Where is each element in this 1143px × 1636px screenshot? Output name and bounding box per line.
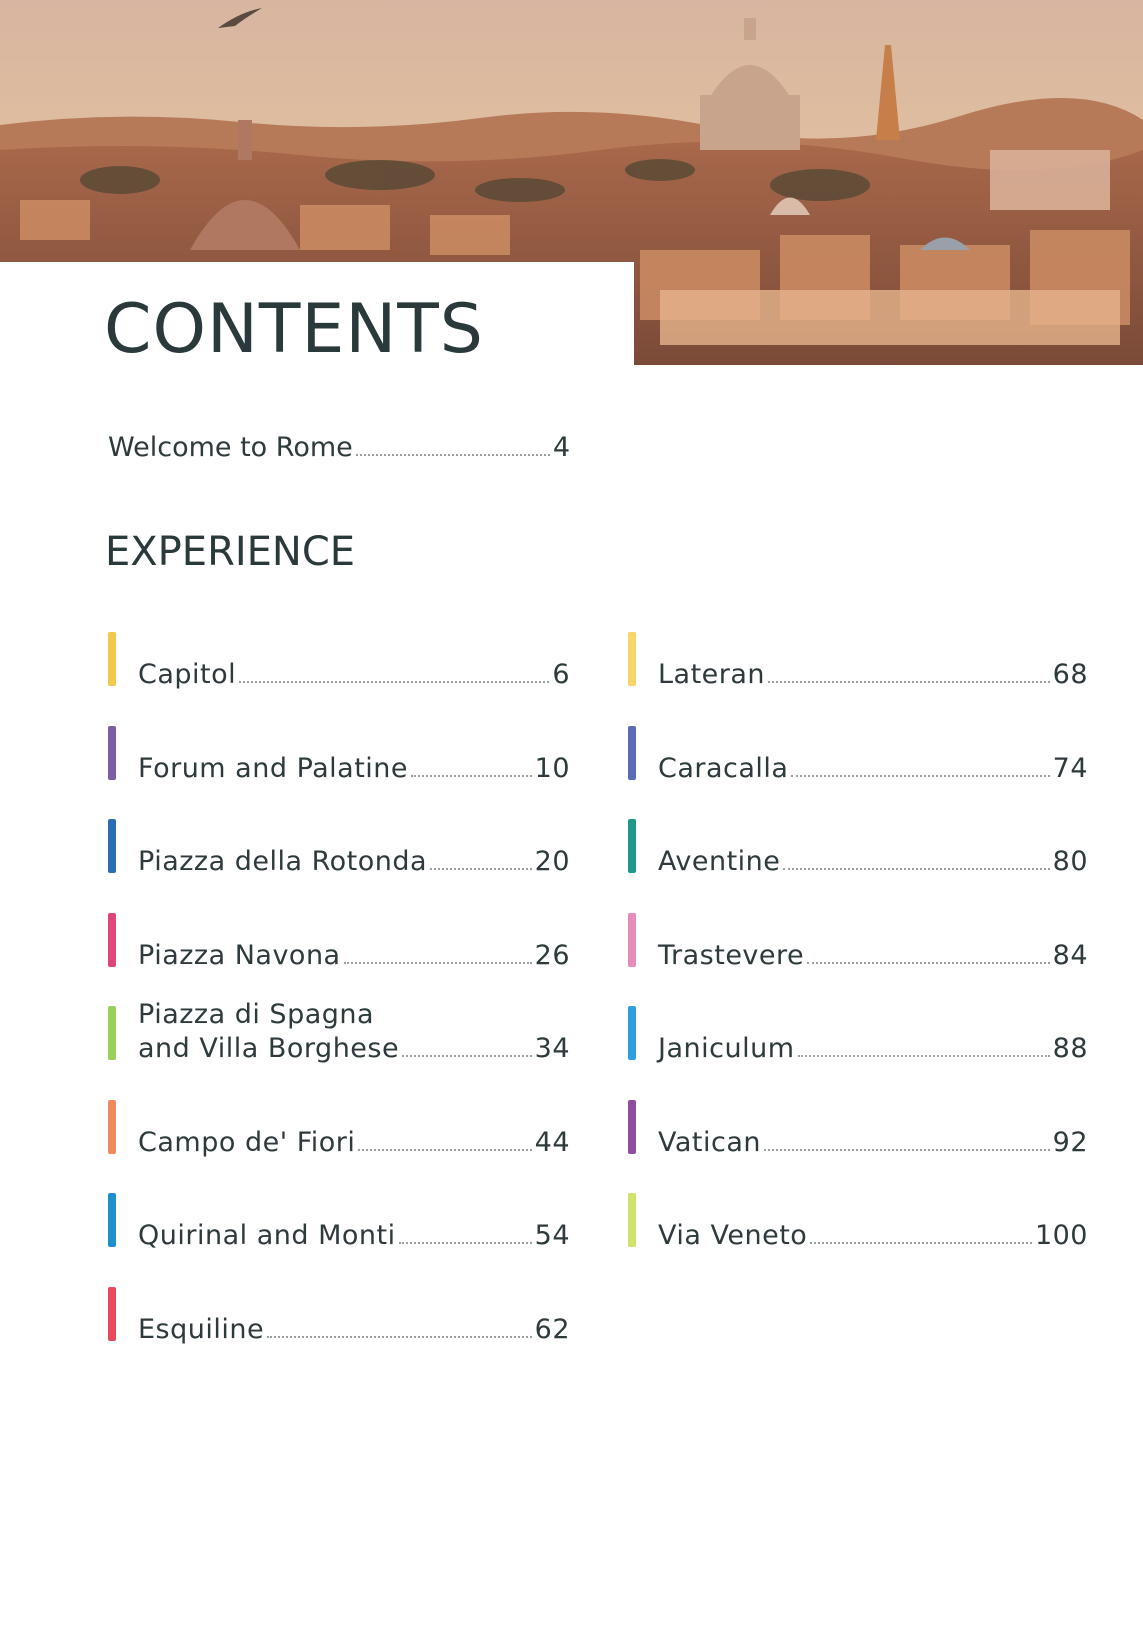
section-color-bar — [628, 1193, 636, 1247]
section-color-bar — [108, 819, 116, 873]
toc-entry[interactable] — [108, 632, 570, 692]
toc-page-number: 4 — [552, 432, 570, 463]
dot-leader — [399, 1242, 532, 1244]
toc-page-number: 88 — [1052, 1033, 1088, 1064]
toc-entry[interactable] — [628, 632, 1088, 692]
toc-entry-label — [658, 939, 804, 973]
toc-entry-text — [138, 845, 570, 879]
section-color-bar — [628, 819, 636, 873]
toc-entry-welcome[interactable] — [108, 432, 570, 465]
toc-entry[interactable] — [628, 1006, 1088, 1066]
toc-entry-label: Welcome to Rome — [108, 432, 353, 463]
toc-entry-label — [658, 845, 780, 879]
toc-entry-text — [658, 939, 1088, 973]
dot-leader — [791, 775, 1049, 777]
toc-page-number: 54 — [534, 1220, 570, 1251]
toc-page-number: 74 — [1052, 752, 1088, 784]
toc-entry-text — [658, 1219, 1088, 1253]
toc-entry[interactable] — [108, 1100, 570, 1160]
section-color-bar — [628, 632, 636, 686]
toc-entry-text — [658, 1126, 1088, 1160]
toc-entry-text — [658, 752, 1088, 786]
toc-entry-text — [138, 752, 570, 786]
dot-leader — [402, 1055, 532, 1057]
section-color-bar — [108, 1100, 116, 1154]
toc-entry-label — [138, 939, 341, 973]
section-color-bar — [628, 1006, 636, 1060]
toc-entry-text — [658, 1032, 1088, 1066]
toc-page-number: 20 — [534, 846, 570, 877]
toc-entry-label-line: Quirinal and Monti — [138, 1220, 396, 1251]
toc-entry-text — [138, 1313, 570, 1347]
page-title: CONTENTS — [104, 290, 484, 369]
section-color-bar — [108, 726, 116, 780]
toc-entry-text — [138, 998, 570, 1066]
toc-entry-label-line: Piazza di Spagna — [138, 999, 375, 1030]
toc-page-number: 100 — [1034, 1220, 1088, 1251]
section-color-bar — [108, 1006, 116, 1060]
toc-entry-label-line: Esquiline — [138, 1313, 265, 1345]
toc-entry-label-line: Piazza della Rotonda — [138, 846, 428, 877]
toc-entry-text — [138, 1126, 570, 1160]
section-color-bar — [628, 726, 636, 780]
toc-entry-label-line: Caracalla — [658, 752, 789, 784]
toc-entry-label-line: Aventine — [658, 846, 781, 877]
toc-entry-label-line: Piazza Navona — [138, 939, 341, 971]
toc-entry[interactable] — [108, 819, 570, 879]
dot-leader — [807, 962, 1049, 964]
toc-entry-label-line: Forum and Palatine — [138, 752, 409, 784]
toc-entry-label — [138, 998, 399, 1066]
toc-page-number: 80 — [1052, 846, 1088, 877]
dot-leader — [358, 1149, 531, 1151]
section-color-bar — [628, 913, 636, 967]
toc-entry-text — [138, 1219, 570, 1253]
toc-entry-label-line: Capitol — [138, 659, 237, 690]
toc-entry-text — [658, 658, 1088, 692]
toc-entry-label — [658, 1032, 795, 1066]
toc-page-number: 6 — [552, 659, 570, 690]
toc-entry-label-line: Vatican — [658, 1126, 762, 1158]
section-color-bar — [628, 1100, 636, 1154]
toc-entry-label-line: Trastevere — [658, 939, 805, 971]
toc-entry-text — [138, 658, 570, 692]
toc-entry-text — [658, 845, 1088, 879]
dot-leader — [344, 962, 532, 964]
toc-entry-label — [138, 845, 427, 879]
toc-entry-label-line: Janiculum — [658, 1033, 795, 1064]
dot-leader — [768, 681, 1050, 683]
toc-page-number: 10 — [534, 752, 570, 784]
toc-entry[interactable] — [628, 726, 1088, 786]
toc-entry-label-line: and Villa Borghese — [138, 1033, 400, 1064]
dot-leader — [810, 1242, 1032, 1244]
toc-entry-label — [138, 1219, 396, 1253]
toc-entry[interactable] — [628, 1100, 1088, 1160]
dot-leader — [798, 1055, 1050, 1057]
toc-entry[interactable] — [108, 1287, 570, 1347]
toc-entry[interactable] — [628, 1193, 1088, 1253]
toc-entry-label — [138, 752, 408, 786]
toc-page-number: 84 — [1052, 939, 1088, 971]
section-color-bar — [108, 632, 116, 686]
toc-entry-label-line: Lateran — [658, 659, 766, 690]
section-color-bar — [108, 1193, 116, 1247]
toc-entry[interactable] — [628, 819, 1088, 879]
toc-entry-label — [658, 752, 788, 786]
section-color-bar — [108, 913, 116, 967]
toc-page-number: 68 — [1052, 659, 1088, 690]
toc-entry-label — [658, 1126, 761, 1160]
toc-page-number: 34 — [534, 1033, 570, 1064]
toc-page-number: 62 — [534, 1313, 570, 1345]
dot-leader — [356, 454, 550, 456]
toc-entry-label-line: Via Veneto — [658, 1220, 808, 1251]
toc-entry[interactable] — [108, 726, 570, 786]
toc-entry[interactable] — [108, 1193, 570, 1253]
toc-entry-label — [138, 1313, 264, 1347]
toc-page-number: 92 — [1052, 1126, 1088, 1158]
toc-entry-label — [138, 658, 236, 692]
toc-entry-label-line: Campo de' Fiori — [138, 1126, 356, 1158]
dot-leader — [267, 1336, 532, 1338]
dot-leader — [411, 775, 532, 777]
section-title: EXPERIENCE — [105, 529, 356, 575]
dot-leader — [783, 868, 1049, 870]
toc-entry-label — [658, 658, 765, 692]
toc-entry[interactable] — [628, 913, 1088, 973]
dot-leader — [430, 868, 532, 870]
toc-entry-text — [138, 939, 570, 973]
toc-page-number: 26 — [534, 939, 570, 971]
section-color-bar — [108, 1287, 116, 1341]
toc-page-number: 44 — [534, 1126, 570, 1158]
dot-leader — [239, 681, 549, 683]
toc-entry[interactable] — [108, 994, 570, 1066]
dot-leader — [764, 1149, 1050, 1151]
toc-entry[interactable] — [108, 913, 570, 973]
toc-entry-label — [138, 1126, 355, 1160]
toc-entry-label — [658, 1219, 807, 1253]
